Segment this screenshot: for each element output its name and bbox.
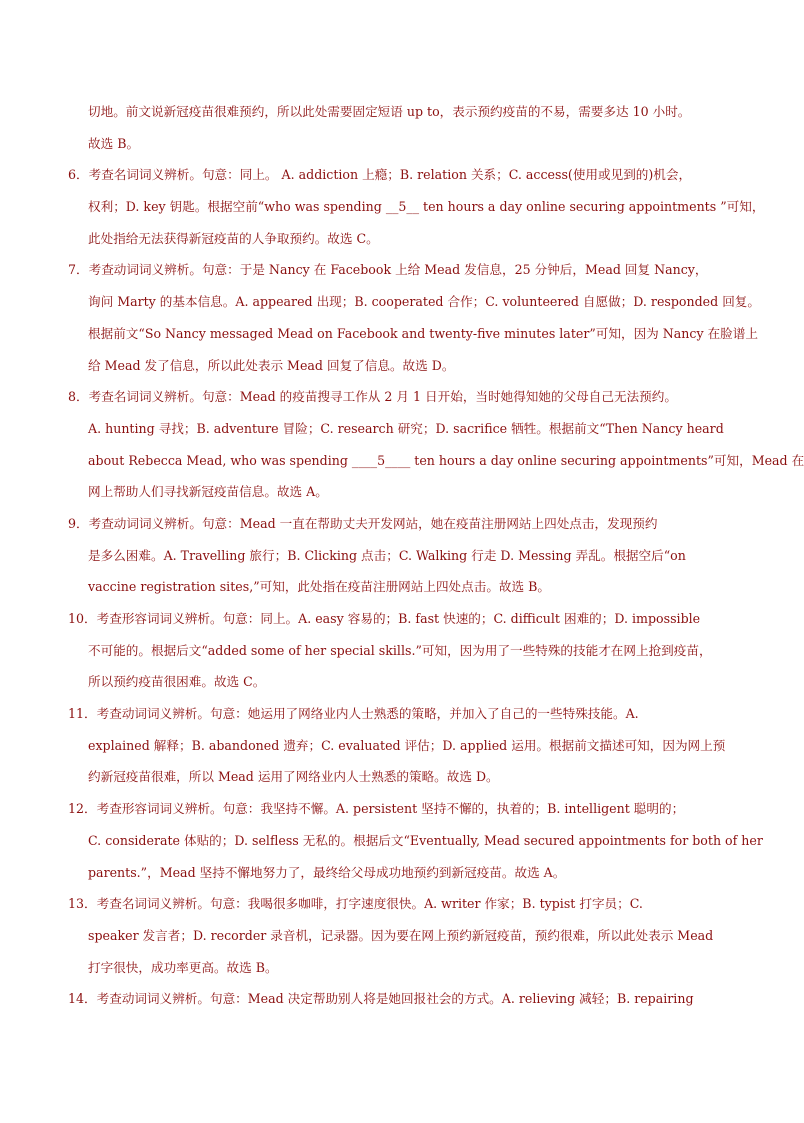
line-text: 不可能的。根据后文“added some of her special skills.”可知，因为用了一些特殊的技能才在网上抢到疫苗， (88, 642, 712, 658)
line-text: 考查形容词词义辨析。句意：同上。A. easy 容易的；B. fast 快速的；C. difficult 困难的；D. impossible (96, 611, 701, 626)
line-text: speaker 发言者；D. recorder 录音机，记录器。因为要在网上预约新冠疫苗，预约很难，所以此处表示 Mead (88, 927, 714, 943)
line-text: 询问 Marty 的基本信息。A. appeared 出现；B. cooperated 合作；C. volunteered 自愿做；D. responded 回复。 (88, 294, 760, 310)
text-line (68, 191, 765, 223)
text-line (68, 793, 728, 825)
line-text: parents.”，Mead 坚持不懈地努力了，最终给父母成功地预约到新冠疫苗。故选 A。 (88, 864, 566, 880)
text-line (68, 952, 728, 984)
line-text: 考查名词词义辨析。句意：我喝很多咖啡，打字速度很快。A. writer 作家；B. typist 打字员；C. (96, 896, 643, 912)
line-text: 考查名词词义辨析。句意：同上。 A. addiction 上瘾；B. relation 关系；C. access(使用或见到的)机会， (88, 167, 692, 183)
line-text: C. considerate 体贴的；D. selfless 无私的。根据后文“Eventually, Mead secured appointments for both of her (88, 832, 763, 848)
line-text: 权利；D. key 钥匙。根据空前“who was spending __5__ ten hours a day online securing appointments ”可知， (88, 199, 765, 215)
answer-explanations (68, 96, 804, 1015)
item-number: 12． (68, 801, 97, 817)
text-line (68, 888, 728, 920)
text-line (68, 571, 728, 603)
item-number: 6． (68, 167, 89, 183)
item-number: 8． (68, 389, 89, 405)
line-text: 是多么困难。A. Travelling 旅行；B. Clicking 点击；C. Walking 行走 D. Messing 弄乱。根据空后“on (88, 547, 686, 563)
line-text: 考查形容词词义辨析。句意：我坚持不懈。A. persistent 坚持不懈的，执着的；B. intelligent 聪明的； (96, 801, 685, 817)
line-text: 根据前文“So Nancy messaged Mead on Facebook and twenty-five minutes later”可知，因为 Nancy 在脸谱上 (88, 325, 758, 341)
line-text: 考查名词词义辨析。句意：Mead 的疫苗搜寻工作从 2 月 1 日开始，当时她得知她的父母自己无法预约。 (88, 389, 677, 405)
text-line (68, 445, 804, 477)
line-text: 打字很快，成功率更高。故选 B。 (88, 959, 278, 975)
text-line (68, 476, 728, 508)
item-number: 10． (68, 611, 97, 626)
text-line (68, 159, 728, 191)
line-text: 考查动词词义辨析。句意：Mead 决定帮助别人将是她回报社会的方式。A. relieving 减轻；B. repairing (96, 991, 694, 1007)
text-line (68, 96, 728, 128)
line-text: explained 解释；B. abandoned 遗弃；C. evaluated 评估；D. applied 运用。根据前文描述可知，因为网上预 (88, 737, 726, 753)
line-text: A. hunting 寻找；B. adventure 冒险；C. research 研究；D. sacrifice 牺牲。根据前文“Then Nancy heard (88, 420, 724, 436)
text-line (68, 540, 728, 572)
line-text: 所以预约疫苗很困难。故选 C。 (88, 674, 266, 690)
item-number: 11． (68, 706, 97, 722)
line-text: 约新冠疫苗很难，所以 Mead 运用了网络业内人士熟悉的策略。故选 D。 (88, 769, 499, 785)
text-line (68, 318, 758, 350)
line-text: 切地。前文说新冠疫苗很难预约，所以此处需要固定短语 up to，表示预约疫苗的不易，需要多达 10 小时。 (88, 104, 691, 119)
text-line (68, 413, 728, 445)
item-number: 14． (68, 991, 97, 1007)
text-line (68, 825, 763, 857)
text-line (68, 350, 728, 382)
text-line (68, 698, 728, 730)
text-line (68, 223, 728, 255)
line-text: 考查动词词义辨析。句意：于是 Nancy 在 Facebook 上给 Mead 发信息，25 分钟后，Mead 回复 Nancy， (88, 262, 708, 278)
line-text: 考查动词词义辨析。句意：她运用了网络业内人士熟悉的策略，并加入了自己的一些特殊技能。A. (96, 706, 639, 722)
text-line (68, 666, 728, 698)
text-line (68, 286, 760, 318)
line-text: about Rebecca Mead, who was spending ____5____ ten hours a day online securing appointments”可知，Mead 在 (88, 452, 804, 468)
text-line (68, 603, 728, 635)
item-number: 9． (68, 515, 89, 531)
item-number: 7． (68, 262, 89, 278)
text-line (68, 920, 728, 952)
text-line (68, 254, 728, 286)
text-line (68, 983, 728, 1015)
item-number: 13． (68, 896, 97, 912)
text-line (68, 508, 728, 540)
line-text: 故选 B。 (88, 135, 140, 151)
text-line (68, 761, 728, 793)
text-line (68, 857, 728, 889)
text-line (68, 730, 728, 762)
text-line (68, 381, 728, 413)
text-line (68, 635, 728, 667)
line-text: 考查动词词义辨析。句意：Mead 一直在帮助丈夫开发网站，她在疫苗注册网站上四处点击，发现预约 (88, 515, 658, 531)
line-text: 此处指给无法获得新冠疫苗的人争取预约。故选 C。 (88, 230, 379, 246)
line-text: 网上帮助人们寻找新冠疫苗信息。故选 A。 (88, 484, 328, 500)
text-line (68, 128, 728, 160)
line-text: vaccine registration sites,”可知，此处指在疫苗注册网站上四处点击。故选 B。 (88, 579, 550, 595)
line-text: 给 Mead 发了信息，所以此处表示 Mead 回复了信息。故选 D。 (88, 357, 455, 373)
